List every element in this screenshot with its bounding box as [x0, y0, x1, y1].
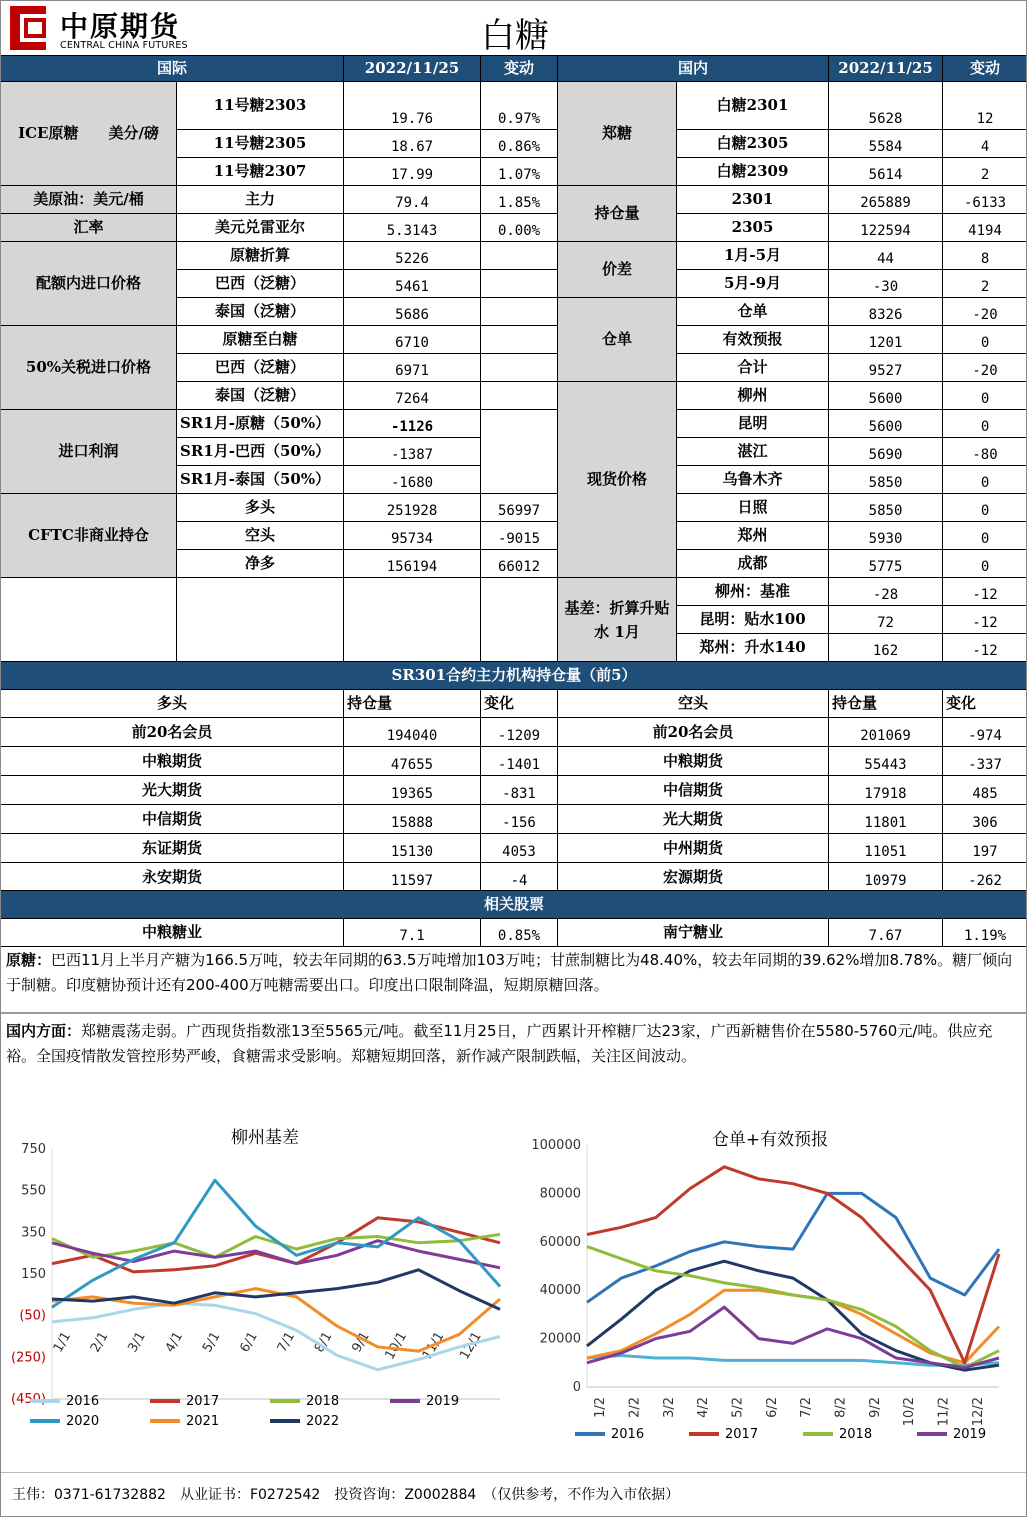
oi-contract-name: 2301: [677, 186, 829, 214]
x-tick-label: 9/1: [349, 1329, 373, 1356]
spread-name: 5月-9月: [677, 270, 829, 298]
short-broker: 中州期货: [558, 834, 829, 863]
footer-divider: [0, 1472, 1027, 1473]
x-tick-label: 7/2: [799, 1397, 815, 1418]
stock-change: 0.85%: [481, 919, 558, 947]
intl-change-header: 变动: [481, 56, 558, 82]
spread-name: 1月-5月: [677, 242, 829, 270]
long-volume: 11597: [344, 863, 481, 892]
spot-value: 5600: [829, 410, 943, 438]
spot-change: 0: [943, 522, 1027, 550]
quota-value: 5461: [344, 270, 481, 298]
basis-item-name: 郑州：升水140: [677, 634, 829, 662]
legend-label: 2018: [306, 1394, 340, 1409]
stocks-title: 相关股票: [1, 891, 1027, 919]
oi-contract-name: 2305: [677, 214, 829, 242]
x-tick-label: 7/1: [274, 1329, 299, 1356]
y-tick-label: (250): [11, 1350, 46, 1366]
wr-item-name: 仓单: [677, 298, 829, 326]
empty-cell: [481, 578, 558, 662]
quota-value: 5686: [344, 298, 481, 326]
y-tick-label: 550: [21, 1183, 46, 1199]
cftc-change: 56997: [481, 494, 558, 522]
short-change-header: 变化: [943, 690, 1027, 718]
spot-change: 0: [943, 410, 1027, 438]
long-header: 多头: [1, 690, 344, 718]
stock-name: 中粮糖业: [1, 919, 344, 947]
wr-change: -20: [943, 298, 1027, 326]
short-change: -337: [943, 747, 1027, 776]
ice-value: 17.99: [344, 158, 481, 186]
cftc-item-name: 空头: [177, 522, 344, 550]
spot-value: 5600: [829, 382, 943, 410]
spot-city: 柳州: [677, 382, 829, 410]
y-tick-label: 350: [21, 1225, 46, 1241]
x-tick-label: 4/2: [696, 1397, 712, 1418]
zheng-value: 5584: [829, 130, 943, 158]
raw-sugar-label: 原糖：: [6, 951, 52, 969]
cftc-value: 251928: [344, 494, 481, 522]
oil-contract-name: 主力: [177, 186, 344, 214]
footer-contact: 王伟：0371-61732882 从业证书：F0272542 投资咨询：Z0002884 （仅供参考，不作为入市依据）: [12, 1487, 680, 1503]
profit-item-name: SR1月-原糖（50%）: [177, 410, 344, 438]
zheng-value: 5628: [829, 82, 943, 130]
short-volume: 201069: [829, 718, 943, 747]
stock-price: 7.1: [344, 919, 481, 947]
empty-cell: [481, 270, 558, 298]
tariff-value: 7264: [344, 382, 481, 410]
legend-label: 2020: [66, 1414, 100, 1429]
legend-label: 2018: [839, 1427, 873, 1442]
series-line: [587, 1290, 999, 1363]
short-change: 306: [943, 805, 1027, 834]
import-profit-label: 进口利润: [1, 410, 177, 494]
stock-name: 南宁糖业: [558, 919, 829, 947]
ice-value: 19.76: [344, 82, 481, 130]
x-tick-label: 9/2: [867, 1397, 883, 1418]
fx-value: 5.3143: [344, 214, 481, 242]
intl-date-header: 2022/11/25: [344, 56, 481, 82]
legend-label: 2019: [426, 1394, 460, 1409]
zheng-change: 4: [943, 130, 1027, 158]
section-divider: [0, 1012, 1027, 1014]
long-broker: 中粮期货: [1, 747, 344, 776]
spot-change: -80: [943, 438, 1027, 466]
short-volume: 17918: [829, 776, 943, 805]
quota-import-label: 配额内进口价格: [1, 242, 177, 326]
short-volume: 11801: [829, 805, 943, 834]
wr-change: 0: [943, 326, 1027, 354]
zheng-contract-name: 白糖2301: [677, 82, 829, 130]
wr-item-name: 有效预报: [677, 326, 829, 354]
short-broker: 前20名会员: [558, 718, 829, 747]
long-volume: 47655: [344, 747, 481, 776]
open-interest-label: 持仓量: [558, 186, 677, 242]
basis-value: 72: [829, 606, 943, 634]
tariff-item-name: 巴西（泛糖）: [177, 354, 344, 382]
quota-item-name: 原糖折算: [177, 242, 344, 270]
ice-change: 0.97%: [481, 82, 558, 130]
intl-header: 国际: [1, 56, 344, 82]
empty-cell: [481, 326, 558, 354]
spot-city: 乌鲁木齐: [677, 466, 829, 494]
x-tick-label: 2/2: [627, 1397, 643, 1418]
series-line-2017: [587, 1167, 999, 1363]
tariff-item-name: 原糖至白糖: [177, 326, 344, 354]
y-tick-label: 0: [572, 1380, 581, 1395]
fx-label: 汇率: [1, 214, 177, 242]
long-change: -831: [481, 776, 558, 805]
spot-value: 5930: [829, 522, 943, 550]
liuzhou-basis-chart: [0, 1115, 515, 1465]
oil-value: 79.4: [344, 186, 481, 214]
warehouse-receipt-label: 仓单: [558, 298, 677, 382]
legend-label: 2017: [186, 1394, 220, 1409]
legend-label: 2016: [611, 1427, 645, 1442]
long-broker: 中信期货: [1, 805, 344, 834]
basis-change: -12: [943, 578, 1027, 606]
cftc-change: 66012: [481, 550, 558, 578]
zheng-label: 郑糖: [558, 82, 677, 186]
y-tick-label: 100000: [531, 1138, 581, 1153]
domestic-header: 国内: [558, 56, 829, 82]
oil-label: 美原油：美元/桶: [1, 186, 177, 214]
oi-change: 4194: [943, 214, 1027, 242]
basis-change: -12: [943, 606, 1027, 634]
x-tick-label: 1/2: [593, 1397, 609, 1418]
y-tick-label: 40000: [539, 1283, 581, 1299]
y-tick-label: 20000: [539, 1331, 581, 1347]
x-tick-label: 8/1: [312, 1329, 336, 1356]
quota-value: 5226: [344, 242, 481, 270]
basis-label: 基差：折算升贴水 1月: [558, 578, 677, 662]
zheng-change: 2: [943, 158, 1027, 186]
short-header: 空头: [558, 690, 829, 718]
spot-city: 昆明: [677, 410, 829, 438]
long-change-header: 变化: [481, 690, 558, 718]
wr-item-name: 合计: [677, 354, 829, 382]
short-broker: 中信期货: [558, 776, 829, 805]
short-broker: 光大期货: [558, 805, 829, 834]
long-volume: 19365: [344, 776, 481, 805]
x-tick-label: 11/2: [936, 1397, 952, 1427]
long-volume: 194040: [344, 718, 481, 747]
domestic-change-header: 变动: [943, 56, 1027, 82]
spread-change: 2: [943, 270, 1027, 298]
oi-change: -6133: [943, 186, 1027, 214]
short-volume: 11051: [829, 834, 943, 863]
cftc-change: -9015: [481, 522, 558, 550]
empty-cell: [177, 578, 344, 662]
x-tick-label: 4/1: [162, 1329, 187, 1356]
oi-value: 265889: [829, 186, 943, 214]
zheng-contract-name: 白糖2309: [677, 158, 829, 186]
legend-label: 2017: [725, 1427, 759, 1442]
domestic-commentary: [6, 1019, 1022, 1069]
long-broker: 前20名会员: [1, 718, 344, 747]
x-tick-label: 6/1: [237, 1329, 261, 1356]
tariff-value: 6710: [344, 326, 481, 354]
spot-change: 0: [943, 550, 1027, 578]
empty-cell: [481, 354, 558, 382]
positions-title: SR301合约主力机构持仓量（前5）: [1, 662, 1027, 690]
raw-sugar-commentary: [6, 948, 1022, 998]
fx-change: 0.00%: [481, 214, 558, 242]
ice-label: ICE原糖 美分/磅: [1, 82, 177, 186]
spot-price-label: 现货价格: [558, 382, 677, 578]
positions-table: [0, 661, 1027, 892]
domestic-text: 郑糖震荡走弱。广西现货指数涨13至5565元/吨。截至11月25日，广西累计开榨糖厂达23家，广西新糖售价在5580-5760元/吨。供应充裕。全国疫情散发管控形势严峻，食糖需求受影响。郑糖短期回落，新作减产限制跌幅，关注区间波动。: [6, 1022, 993, 1065]
quota-item-name: 巴西（泛糖）: [177, 270, 344, 298]
wr-value: 9527: [829, 354, 943, 382]
y-tick-label: (450): [11, 1392, 46, 1407]
spot-city: 湛江: [677, 438, 829, 466]
spot-change: 0: [943, 382, 1027, 410]
empty-cell: [481, 242, 558, 270]
oil-change: 1.85%: [481, 186, 558, 214]
x-tick-label: 3/2: [661, 1397, 677, 1418]
profit-item-name: SR1月-巴西（50%）: [177, 438, 344, 466]
x-tick-label: 5/2: [730, 1397, 746, 1418]
spread-value: 44: [829, 242, 943, 270]
legend-label: 2016: [66, 1394, 100, 1409]
long-change: 4053: [481, 834, 558, 863]
raw-sugar-text: 巴西11月上半月产糖为166.5万吨，较去年同期的63.5万吨增加103万吨；甘蔗制糖比为48.40%，较去年同期的39.62%增加8.78%。糖厂倾向于制糖。印度糖协预计还有200-400万吨糖需要出口。印度出口限制降温，短期原糖回落。: [6, 951, 1013, 994]
y-tick-label: 80000: [539, 1186, 581, 1202]
x-tick-label: 11/1: [419, 1329, 448, 1363]
profit-value: -1680: [344, 466, 481, 494]
tariff-value: 6971: [344, 354, 481, 382]
company-logo: [2, 2, 196, 54]
short-change: 197: [943, 834, 1027, 863]
ice-contract-name: 11号糖2303: [177, 82, 344, 130]
logo-mark-icon: [2, 2, 54, 54]
long-change: -4: [481, 863, 558, 892]
ice-change: 0.86%: [481, 130, 558, 158]
wr-change: -20: [943, 354, 1027, 382]
ice-change: 1.07%: [481, 158, 558, 186]
short-volume: 55443: [829, 747, 943, 776]
long-volume: 15888: [344, 805, 481, 834]
spot-city: 成都: [677, 550, 829, 578]
profit-value: -1126: [344, 410, 481, 438]
y-tick-label: 750: [21, 1142, 46, 1157]
x-tick-label: 6/2: [764, 1397, 780, 1418]
long-broker: 永安期货: [1, 863, 344, 892]
series-line-2016: [587, 1193, 999, 1302]
empty-cell: [481, 298, 558, 326]
logo-english-text: CENTRAL CHINA FUTURES: [60, 40, 188, 51]
quota-item-name: 泰国（泛糖）: [177, 298, 344, 326]
domestic-date-header: 2022/11/25: [829, 56, 943, 82]
long-change: -1401: [481, 747, 558, 776]
spot-value: 5690: [829, 438, 943, 466]
legend-label: 2022: [306, 1414, 340, 1429]
y-tick-label: (50): [19, 1308, 46, 1324]
spread-change: 8: [943, 242, 1027, 270]
long-broker: 光大期货: [1, 776, 344, 805]
spread-label: 价差: [558, 242, 677, 298]
basis-value: -28: [829, 578, 943, 606]
fx-pair-name: 美元兑雷亚尔: [177, 214, 344, 242]
empty-cell: [1, 578, 177, 662]
long-change: -156: [481, 805, 558, 834]
spot-change: 0: [943, 494, 1027, 522]
ice-contract-name: 11号糖2305: [177, 130, 344, 158]
warehouse-receipt-chart: [515, 1115, 1027, 1465]
empty-cell: [481, 410, 558, 494]
stock-change: 1.19%: [943, 919, 1027, 947]
cftc-item-name: 多头: [177, 494, 344, 522]
basis-item-name: 昆明：贴水100: [677, 606, 829, 634]
long-volume-header: 持仓量: [344, 690, 481, 718]
basis-change: -12: [943, 634, 1027, 662]
x-tick-label: 2/1: [88, 1329, 112, 1356]
x-tick-label: 12/2: [970, 1397, 986, 1427]
x-tick-label: 10/1: [382, 1329, 411, 1363]
profit-item-name: SR1月-泰国（50%）: [177, 466, 344, 494]
short-change: -974: [943, 718, 1027, 747]
profit-value: -1387: [344, 438, 481, 466]
legend-label: 2021: [186, 1414, 220, 1429]
spread-value: -30: [829, 270, 943, 298]
legend-label: 2019: [953, 1427, 987, 1442]
spot-city: 日照: [677, 494, 829, 522]
tariff-import-label: 50%关税进口价格: [1, 326, 177, 410]
chart-title: 柳州基差: [231, 1128, 299, 1148]
spot-city: 郑州: [677, 522, 829, 550]
tariff-item-name: 泰国（泛糖）: [177, 382, 344, 410]
basis-item-name: 柳州：基准: [677, 578, 829, 606]
stocks-table: [0, 890, 1027, 947]
y-tick-label: 150: [21, 1267, 46, 1282]
long-volume: 15130: [344, 834, 481, 863]
spot-value: 5775: [829, 550, 943, 578]
series-line-2022: [52, 1270, 500, 1310]
x-tick-label: 5/1: [200, 1329, 224, 1356]
short-change: -262: [943, 863, 1027, 892]
empty-cell: [344, 578, 481, 662]
short-broker: 宏源期货: [558, 863, 829, 892]
zheng-value: 5614: [829, 158, 943, 186]
zheng-change: 12: [943, 82, 1027, 130]
logo-chinese-text: 中原期货: [60, 10, 181, 43]
wr-value: 1201: [829, 326, 943, 354]
x-tick-label: 10/2: [902, 1397, 918, 1427]
short-volume: 10979: [829, 863, 943, 892]
ice-contract-name: 11号糖2307: [177, 158, 344, 186]
cftc-label: CFTC非商业持仓: [1, 494, 177, 578]
oi-value: 122594: [829, 214, 943, 242]
cftc-value: 95734: [344, 522, 481, 550]
zheng-contract-name: 白糖2305: [677, 130, 829, 158]
y-tick-label: 60000: [539, 1234, 581, 1250]
x-tick-label: 12/1: [457, 1329, 485, 1363]
domestic-label: 国内方面：: [6, 1022, 82, 1040]
short-change: 485: [943, 776, 1027, 805]
spot-change: 0: [943, 466, 1027, 494]
cftc-item-name: 净多: [177, 550, 344, 578]
x-tick-label: 3/1: [125, 1329, 149, 1356]
market-data-table: [0, 55, 1027, 662]
page-title: 白糖: [481, 16, 549, 56]
stock-price: 7.67: [829, 919, 943, 947]
spot-value: 5850: [829, 494, 943, 522]
wr-value: 8326: [829, 298, 943, 326]
ice-value: 18.67: [344, 130, 481, 158]
short-broker: 中粮期货: [558, 747, 829, 776]
short-volume-header: 持仓量: [829, 690, 943, 718]
basis-value: 162: [829, 634, 943, 662]
spot-value: 5850: [829, 466, 943, 494]
x-tick-label: 8/2: [833, 1397, 849, 1418]
cftc-value: 156194: [344, 550, 481, 578]
chart-title: 仓单+有效预报: [711, 1130, 829, 1150]
x-tick-label: 1/1: [50, 1329, 75, 1356]
empty-cell: [481, 382, 558, 410]
long-change: -1209: [481, 718, 558, 747]
long-broker: 东证期货: [1, 834, 344, 863]
